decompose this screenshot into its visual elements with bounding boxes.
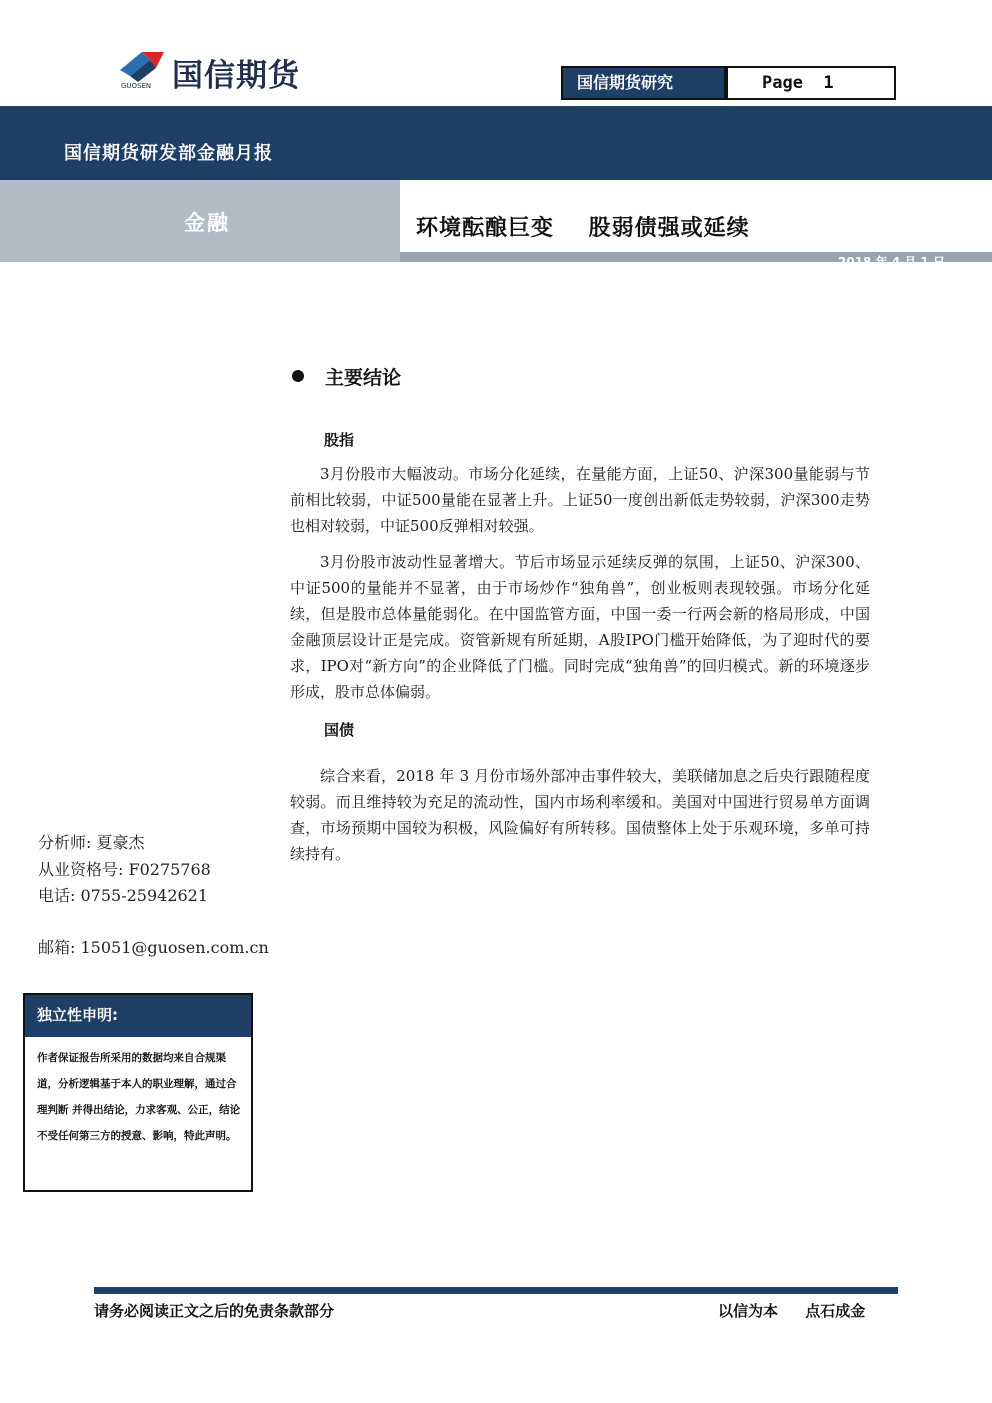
page-title: 环境酝酿巨变 股弱债强或延续 <box>416 216 750 241</box>
analyst-phone: 电话: 0755-25942621 <box>38 886 209 905</box>
category-label: 金融 <box>184 211 230 235</box>
report-date: 2018 年 4 月 1 日 <box>838 255 945 269</box>
analyst-name: 分析师: 夏豪杰 <box>38 833 145 852</box>
independence-statement-heading: 独立性申明: <box>25 995 251 1037</box>
subsection-treasury: 国债 <box>324 721 355 739</box>
footer-divider <box>94 1287 898 1294</box>
report-type: 国信期货研发部金融月报 <box>64 143 273 164</box>
company-name: 国信期货 <box>172 58 300 94</box>
date-strip-left <box>0 252 400 262</box>
analyst-license: 从业资格号: F0275768 <box>38 860 211 879</box>
paragraph-equity-2: 3月份股市波动性显著增大。节后市场显示延续反弹的氛围，上证50、沪深300、中证500的量能并不显著，由于市场炒作“独角兽”，创业板则表现较强。市场分化延续，但是股市总体量能弱化。在中国监管方面，中国一委一行两会新的格局形成，中国金融顶层设计正是完成。资管新规有所延期，A股IPO门槛开始降低，为了迎时代的要求，IPO对“新方向”的企业降低了门槛。同时完成“独角兽”的回归模式。新的环境逐步形成，股市总体偏弱。 <box>290 553 870 701</box>
analyst-email: 邮箱: 15051@guosen.com.cn <box>38 938 269 957</box>
bullet-icon <box>292 370 304 382</box>
paragraph-treasury: 综合来看，2018 年 3 月份市场外部冲击事件较大，美联储加息之后央行跟随程度较弱。而且维持较为充足的流动性，国内市场利率缓和。美国对中国进行贸易单方面调查，市场预期中国较为积极，风险偏好有所转移。国债整体上处于乐观环境，多单可持续持有。 <box>290 767 870 863</box>
paragraph-equity-1: 3月份股市大幅波动。市场分化延续，在量能方面，上证50、沪深300量能弱与节前相比较弱，中证500量能在显著上升。上证50一度创出新低走势较弱，沪深300走势也相对较弱，中证500反弹相对较强。 <box>290 465 870 535</box>
page-number: Page 1 <box>726 66 896 100</box>
independence-statement-text: 作者保证报告所采用的数据均来自合规渠道，分析逻辑基于本人的职业理解，通过合理判断 并得出结论，力求客观、公正，结论不受任何第三方的授意、影响，特此声明。 <box>37 1052 241 1142</box>
independence-statement-box <box>23 993 253 1192</box>
footer-disclaimer-note: 请务必阅读正文之后的免责条款部分 <box>94 1302 335 1320</box>
research-label: 国信期货研究 <box>561 66 726 100</box>
company-sub-name: GUOSEN <box>121 82 152 90</box>
footer-slogan: 以信为本 点石成金 <box>718 1302 866 1320</box>
subsection-equity-index: 股指 <box>324 431 355 449</box>
section-title: 主要结论 <box>325 367 402 389</box>
